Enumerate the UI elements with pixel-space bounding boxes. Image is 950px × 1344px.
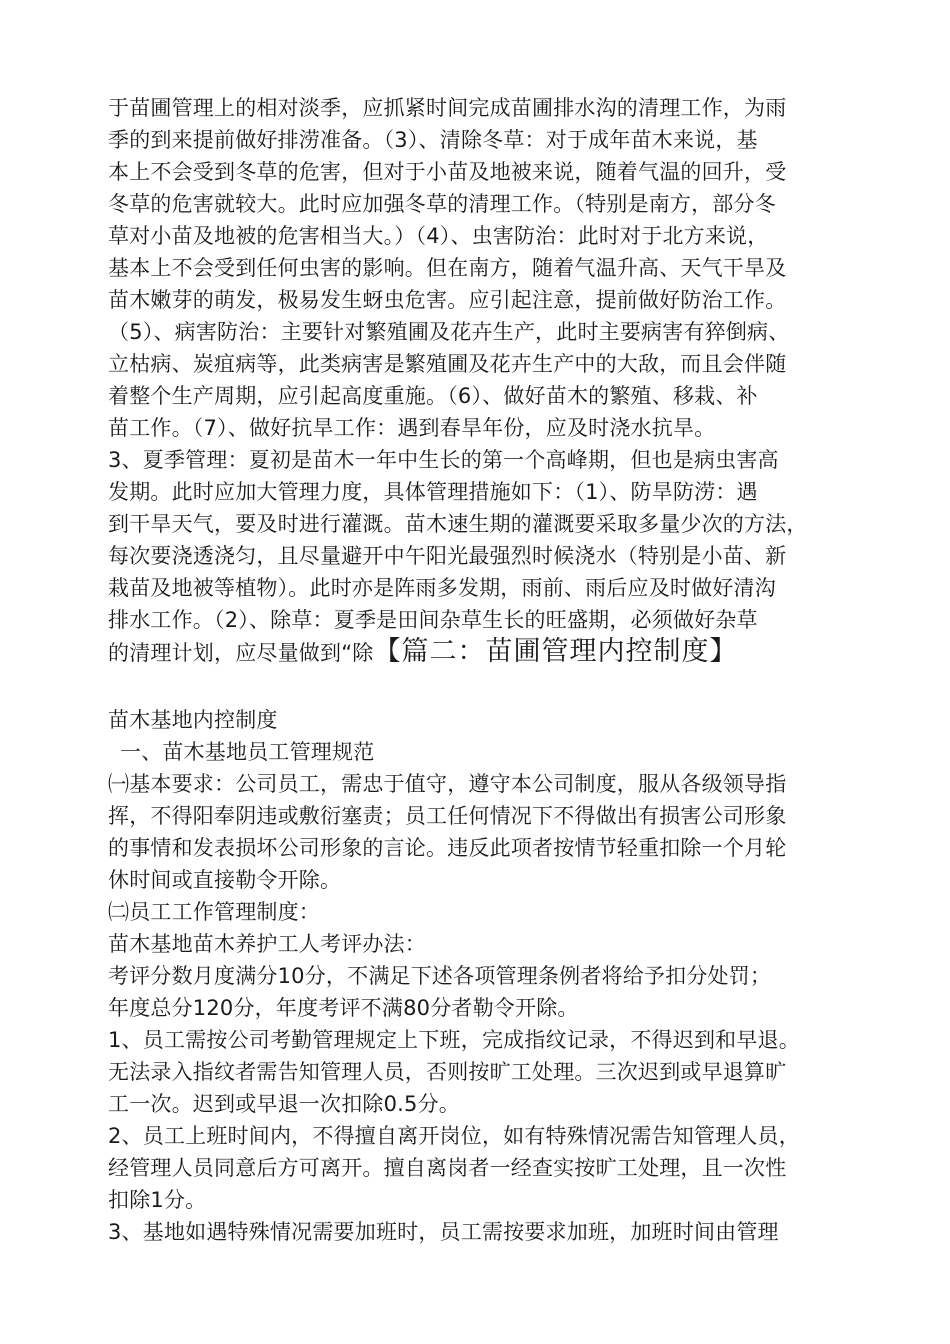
- text-line: 年度总分120分，年度考评不满80分者勒令开除。: [108, 996, 579, 1020]
- text-line: 立枯病、炭疽病等，此类病害是繁殖圃及花卉生产中的大敌，而且会伴随: [108, 352, 787, 376]
- text-line: 排水工作。（2）、除草：夏季是田间杂草生长的旺盛期，必须做好杂草: [108, 608, 758, 632]
- text-line: 于苗圃管理上的相对淡季，应抓紧时间完成苗圃排水沟的清理工作，为雨: [108, 96, 787, 120]
- text-line: 无法录入指纹者需告知管理人员，否则按旷工处理。三次迟到或早退算旷: [108, 1060, 787, 1084]
- text-line: 扣除1分。: [108, 1188, 207, 1212]
- text-line: 每次要浇透浇匀，且尽量避开中午阳光最强烈时候浇水（特别是小苗、新: [108, 544, 787, 568]
- text-line: 到干旱天气，要及时进行灌溉。苗木速生期的灌溉要采取多量少次的方法，: [108, 512, 808, 536]
- part2-body: [108, 768, 868, 1248]
- text-line: 草对小苗及地被的危害相当大。）（4）、虫害防治：此时对于北方来说，: [108, 224, 769, 248]
- text-line: 基本上不会受到任何虫害的影响。但在南方，随着气温升高、天气干旱及: [108, 256, 787, 280]
- text-line: 栽苗及地被等植物）。此时亦是阵雨多发期，雨前、雨后应及时做好清沟: [108, 576, 776, 600]
- text-line: 季的到来提前做好排涝准备。（3）、清除冬草：对于成年苗木来说，基: [108, 128, 758, 152]
- text-line: ㈡员工工作管理制度：: [108, 900, 320, 924]
- text-line: 苗工作。（7）、做好抗旱工作：遇到春旱年份，应及时浇水抗旱。: [108, 416, 716, 440]
- text-line: 发期。此时应加大管理力度，具体管理措施如下：（1）、防旱防涝：遇: [108, 480, 758, 504]
- text-line: 苗木基地苗木养护工人考评办法：: [108, 932, 426, 956]
- text-line: 着整个生产周期，应引起高度重施。（6）、做好苗木的繁殖、移栽、补: [108, 384, 758, 408]
- text-line: ㈠基本要求：公司员工，需忠于值守，遵守本公司制度，服从各级领导指: [108, 772, 787, 796]
- text-fragment: 的清理计划，应尽量做到“除: [108, 641, 374, 665]
- section-one-title: 一、苗木基地员工管理规范: [120, 740, 375, 764]
- part1-body: [108, 92, 868, 668]
- text-line: 考评分数月度满分10分，不满足下述各项管理条例者将给予扣分处罚；: [108, 964, 772, 988]
- text-line: 休时间或直接勒令开除。: [108, 868, 342, 892]
- section-spacer: [108, 668, 868, 704]
- text-line: 本上不会受到冬草的危害，但对于小苗及地被来说，随着气温的回升，受: [108, 160, 787, 184]
- text-line: 2、员工上班时间内，不得擅自离开岗位，如有特殊情况需告知管理人员，: [108, 1124, 800, 1148]
- text-line: （5）、病害防治：主要针对繁殖圃及花卉生产，此时主要病害有猝倒病、: [108, 320, 790, 344]
- document-page: [108, 92, 868, 1248]
- text-line: 工一次。迟到或早退一次扣除0.5分。: [108, 1092, 460, 1116]
- text-line: 苗木嫩芽的萌发，极易发生蚜虫危害。应引起注意，提前做好防治工作。: [108, 288, 787, 312]
- text-line: 1、员工需按公司考勤管理规定上下班，完成指纹记录，不得迟到和早退。: [108, 1028, 800, 1052]
- text-line-with-heading: [108, 636, 868, 668]
- doc-title: 苗木基地内控制度: [108, 708, 278, 732]
- text-line: 经管理人员同意后方可离开。擅自离岗者一经查实按旷工处理，且一次性: [108, 1156, 787, 1180]
- text-line: 冬草的危害就较大。此时应加强冬草的清理工作。（特别是南方，部分冬: [108, 192, 776, 216]
- text-line: 3、基地如遇特殊情况需要加班时，员工需按要求加班，加班时间由管理: [108, 1220, 779, 1244]
- section-heading: 【篇二：苗圃管理内控制度】: [373, 636, 738, 667]
- text-line: 3、夏季管理：夏初是苗木一年中生长的第一个高峰期，但也是病虫害高: [108, 448, 779, 472]
- text-line: 的事情和发表损坏公司形象的言论。违反此项者按情节轻重扣除一个月轮: [108, 836, 787, 860]
- text-line: 挥，不得阳奉阴违或敷衍塞责；员工任何情况下不得做出有损害公司形象: [108, 804, 787, 828]
